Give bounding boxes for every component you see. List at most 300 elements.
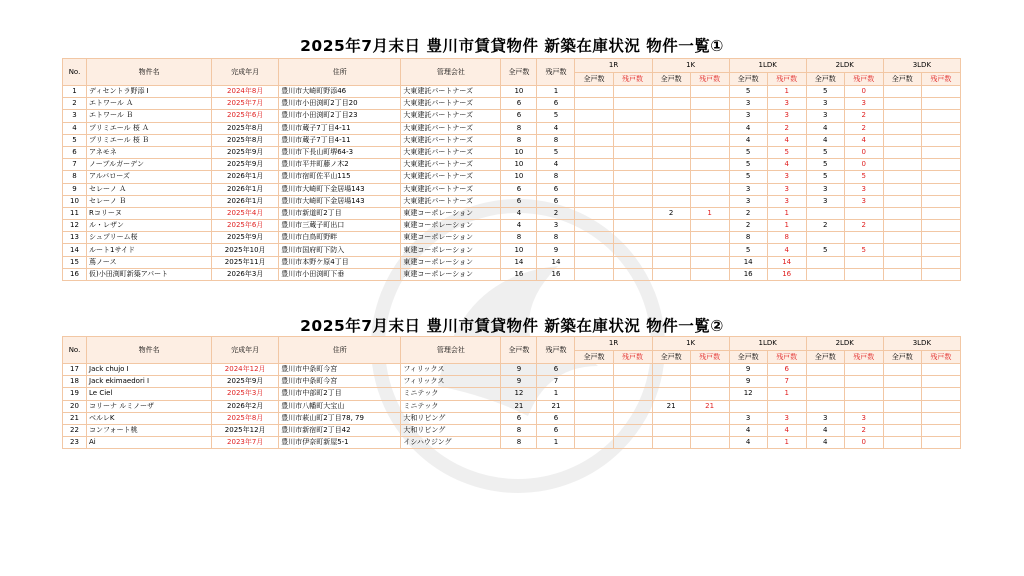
table-row bbox=[63, 171, 961, 183]
cell-ldk1-total: 4 bbox=[729, 134, 767, 146]
cell-total: 16 bbox=[501, 268, 537, 280]
cell-no: 20 bbox=[63, 400, 87, 412]
cell-ldk1-remaining: 3 bbox=[767, 110, 806, 122]
cell-ldk3-remaining bbox=[921, 207, 960, 219]
cell-manager: 大東建託パートナーズ bbox=[401, 134, 501, 146]
cell-no: 10 bbox=[63, 195, 87, 207]
table-body bbox=[63, 364, 961, 449]
cell-ldk2-remaining: 5 bbox=[844, 244, 883, 256]
table-header bbox=[63, 337, 961, 364]
cell-ldk1-remaining: 1 bbox=[767, 220, 806, 232]
cell-remaining: 1 bbox=[537, 437, 575, 449]
cell-r1-total bbox=[575, 424, 613, 436]
header-layout: 1R bbox=[575, 59, 652, 73]
cell-completed: 2026年1月 bbox=[212, 171, 279, 183]
header-sub-total: 全戸数 bbox=[652, 351, 690, 364]
cell-remaining: 5 bbox=[537, 110, 575, 122]
cell-ldk3-remaining bbox=[921, 376, 960, 388]
header-sub-remaining: 残戸数 bbox=[690, 351, 729, 364]
cell-k1-remaining bbox=[690, 376, 729, 388]
cell-ldk1-remaining: 3 bbox=[767, 412, 806, 424]
header-sub-total: 全戸数 bbox=[806, 73, 844, 86]
cell-r1-remaining bbox=[613, 98, 652, 110]
cell-total: 10 bbox=[501, 244, 537, 256]
table-row bbox=[63, 110, 961, 122]
cell-ldk1-total: 2 bbox=[729, 207, 767, 219]
cell-r1-total bbox=[575, 244, 613, 256]
table-row bbox=[63, 207, 961, 219]
cell-ldk3-remaining bbox=[921, 388, 960, 400]
cell-ldk1-total: 8 bbox=[729, 232, 767, 244]
header-layout: 1K bbox=[652, 59, 729, 73]
header-manager: 管理会社 bbox=[401, 59, 501, 86]
cell-ldk2-total: 4 bbox=[806, 437, 844, 449]
cell-k1-remaining bbox=[690, 256, 729, 268]
cell-k1-total bbox=[652, 388, 690, 400]
cell-ldk1-remaining: 14 bbox=[767, 256, 806, 268]
cell-name: ルート1サイド bbox=[87, 244, 212, 256]
cell-total: 8 bbox=[501, 232, 537, 244]
cell-completed: 2025年7月 bbox=[212, 98, 279, 110]
cell-r1-total bbox=[575, 122, 613, 134]
cell-total: 6 bbox=[501, 110, 537, 122]
header-row bbox=[63, 59, 961, 73]
cell-ldk2-remaining: 0 bbox=[844, 146, 883, 158]
table-row bbox=[63, 268, 961, 280]
cell-k1-total bbox=[652, 424, 690, 436]
header-name: 物件名 bbox=[87, 59, 212, 86]
cell-ldk1-total: 2 bbox=[729, 220, 767, 232]
table-row bbox=[63, 146, 961, 158]
cell-total: 10 bbox=[501, 159, 537, 171]
cell-k1-total bbox=[652, 376, 690, 388]
cell-ldk3-total bbox=[883, 437, 921, 449]
cell-remaining: 8 bbox=[537, 232, 575, 244]
cell-completed: 2025年9月 bbox=[212, 159, 279, 171]
header-total: 全戸数 bbox=[501, 59, 537, 86]
cell-remaining: 21 bbox=[537, 400, 575, 412]
cell-no: 1 bbox=[63, 86, 87, 98]
cell-k1-remaining bbox=[690, 134, 729, 146]
cell-remaining: 3 bbox=[537, 220, 575, 232]
cell-ldk3-total bbox=[883, 159, 921, 171]
table-row bbox=[63, 98, 961, 110]
cell-r1-remaining bbox=[613, 232, 652, 244]
cell-ldk2-remaining bbox=[844, 388, 883, 400]
cell-ldk2-total: 5 bbox=[806, 146, 844, 158]
cell-ldk3-remaining bbox=[921, 195, 960, 207]
table-row bbox=[63, 134, 961, 146]
cell-ldk1-remaining: 3 bbox=[767, 195, 806, 207]
cell-total: 8 bbox=[501, 134, 537, 146]
cell-ldk3-remaining bbox=[921, 268, 960, 280]
cell-r1-total bbox=[575, 412, 613, 424]
cell-name: Ai bbox=[87, 437, 212, 449]
cell-manager: 大東建託パートナーズ bbox=[401, 195, 501, 207]
table-row bbox=[63, 220, 961, 232]
cell-k1-remaining bbox=[690, 146, 729, 158]
cell-ldk1-remaining: 1 bbox=[767, 437, 806, 449]
header-layout: 1LDK bbox=[729, 337, 806, 351]
cell-ldk3-total bbox=[883, 134, 921, 146]
cell-name: ル・レザン bbox=[87, 220, 212, 232]
cell-r1-total bbox=[575, 110, 613, 122]
cell-ldk2-remaining: 3 bbox=[844, 98, 883, 110]
cell-k1-total bbox=[652, 134, 690, 146]
cell-remaining: 9 bbox=[537, 244, 575, 256]
cell-r1-total bbox=[575, 98, 613, 110]
cell-ldk1-remaining: 3 bbox=[767, 98, 806, 110]
cell-ldk2-total bbox=[806, 388, 844, 400]
cell-completed: 2025年10月 bbox=[212, 244, 279, 256]
cell-no: 23 bbox=[63, 437, 87, 449]
cell-total: 10 bbox=[501, 171, 537, 183]
cell-ldk1-total: 5 bbox=[729, 171, 767, 183]
table-row bbox=[63, 388, 961, 400]
cell-k1-total: 2 bbox=[652, 207, 690, 219]
cell-total: 4 bbox=[501, 220, 537, 232]
header-sub-remaining: 残戸数 bbox=[613, 73, 652, 86]
cell-no: 15 bbox=[63, 256, 87, 268]
cell-no: 3 bbox=[63, 110, 87, 122]
cell-ldk2-total: 5 bbox=[806, 86, 844, 98]
cell-r1-remaining bbox=[613, 159, 652, 171]
cell-ldk3-remaining bbox=[921, 400, 960, 412]
cell-manager: 東建コーポレーション bbox=[401, 207, 501, 219]
header-total: 全戸数 bbox=[501, 337, 537, 364]
cell-r1-remaining bbox=[613, 171, 652, 183]
cell-address: 豊川市中条町今宮 bbox=[279, 376, 401, 388]
cell-ldk2-remaining: 0 bbox=[844, 86, 883, 98]
cell-r1-remaining bbox=[613, 183, 652, 195]
cell-ldk2-total bbox=[806, 256, 844, 268]
page-title-list-2: 2025年7月末日 豊川市賃貸物件 新築在庫状況 物件一覧② bbox=[300, 317, 724, 335]
cell-ldk3-remaining bbox=[921, 412, 960, 424]
cell-name: エトワール Ｂ bbox=[87, 110, 212, 122]
table-row bbox=[63, 183, 961, 195]
cell-ldk2-total: 3 bbox=[806, 412, 844, 424]
cell-address: 豊川市萩山町2丁目78, 79 bbox=[279, 412, 401, 424]
cell-r1-total bbox=[575, 376, 613, 388]
cell-ldk3-remaining bbox=[921, 146, 960, 158]
cell-ldk3-total bbox=[883, 412, 921, 424]
cell-remaining: 6 bbox=[537, 412, 575, 424]
cell-address: 豊川市平井町藤ノ木2 bbox=[279, 159, 401, 171]
table-row bbox=[63, 364, 961, 376]
header-sub-total: 全戸数 bbox=[729, 73, 767, 86]
cell-k1-remaining bbox=[690, 424, 729, 436]
cell-ldk1-total: 3 bbox=[729, 195, 767, 207]
cell-address: 豊川市小田渕町2丁目23 bbox=[279, 110, 401, 122]
cell-r1-remaining bbox=[613, 195, 652, 207]
cell-total: 8 bbox=[501, 437, 537, 449]
cell-remaining: 6 bbox=[537, 364, 575, 376]
cell-no: 5 bbox=[63, 134, 87, 146]
cell-ldk2-total bbox=[806, 400, 844, 412]
header-row bbox=[63, 337, 961, 351]
cell-no: 12 bbox=[63, 220, 87, 232]
cell-ldk3-total bbox=[883, 232, 921, 244]
cell-k1-total bbox=[652, 86, 690, 98]
cell-ldk2-remaining bbox=[844, 376, 883, 388]
cell-remaining: 1 bbox=[537, 86, 575, 98]
cell-ldk1-remaining bbox=[767, 400, 806, 412]
cell-k1-total bbox=[652, 268, 690, 280]
cell-completed: 2026年1月 bbox=[212, 195, 279, 207]
cell-r1-total bbox=[575, 256, 613, 268]
cell-completed: 2026年2月 bbox=[212, 400, 279, 412]
cell-remaining: 8 bbox=[537, 171, 575, 183]
cell-ldk3-remaining bbox=[921, 122, 960, 134]
cell-name: Jack chujo Ⅰ bbox=[87, 364, 212, 376]
cell-ldk3-remaining bbox=[921, 437, 960, 449]
cell-ldk3-remaining bbox=[921, 159, 960, 171]
table-row bbox=[63, 424, 961, 436]
header-sub-remaining: 残戸数 bbox=[690, 73, 729, 86]
cell-name: Rコリーヌ bbox=[87, 207, 212, 219]
cell-ldk2-total bbox=[806, 268, 844, 280]
cell-ldk2-remaining: 4 bbox=[844, 134, 883, 146]
header-sub-remaining: 残戸数 bbox=[844, 73, 883, 86]
header-layout: 2LDK bbox=[806, 337, 883, 351]
cell-r1-total bbox=[575, 232, 613, 244]
cell-address: 豊川市大崎町下金居場143 bbox=[279, 195, 401, 207]
cell-ldk1-remaining: 16 bbox=[767, 268, 806, 280]
cell-completed: 2025年9月 bbox=[212, 232, 279, 244]
cell-r1-total bbox=[575, 437, 613, 449]
cell-name: アネモネ bbox=[87, 146, 212, 158]
table-row bbox=[63, 244, 961, 256]
cell-ldk2-total: 5 bbox=[806, 244, 844, 256]
cell-k1-total bbox=[652, 171, 690, 183]
cell-ldk1-remaining: 4 bbox=[767, 134, 806, 146]
table-body bbox=[63, 86, 961, 281]
cell-k1-remaining bbox=[690, 412, 729, 424]
cell-ldk3-total bbox=[883, 207, 921, 219]
header-name: 物件名 bbox=[87, 337, 212, 364]
cell-ldk3-total bbox=[883, 146, 921, 158]
cell-k1-remaining bbox=[690, 110, 729, 122]
cell-name: エトワール Ａ bbox=[87, 98, 212, 110]
cell-total: 14 bbox=[501, 256, 537, 268]
cell-ldk2-remaining: 3 bbox=[844, 412, 883, 424]
cell-r1-remaining bbox=[613, 388, 652, 400]
cell-ldk3-total bbox=[883, 268, 921, 280]
header-no: No. bbox=[63, 59, 87, 86]
cell-no: 7 bbox=[63, 159, 87, 171]
cell-address: 豊川市新道町2丁目 bbox=[279, 207, 401, 219]
cell-address: 豊川市国府町下防入 bbox=[279, 244, 401, 256]
cell-completed: 2025年6月 bbox=[212, 110, 279, 122]
table-row bbox=[63, 195, 961, 207]
cell-no: 9 bbox=[63, 183, 87, 195]
cell-address: 豊川市小田渕町2丁目20 bbox=[279, 98, 401, 110]
cell-completed: 2025年8月 bbox=[212, 122, 279, 134]
cell-name: プリミエール 桜 Ａ bbox=[87, 122, 212, 134]
cell-ldk2-total: 2 bbox=[806, 220, 844, 232]
cell-manager: 東建コーポレーション bbox=[401, 268, 501, 280]
cell-name: コンフォート桃 bbox=[87, 424, 212, 436]
cell-manager: ミニテック bbox=[401, 388, 501, 400]
cell-k1-remaining bbox=[690, 232, 729, 244]
cell-ldk1-total: 3 bbox=[729, 183, 767, 195]
cell-k1-remaining bbox=[690, 195, 729, 207]
cell-manager: 大東建託パートナーズ bbox=[401, 122, 501, 134]
cell-ldk3-remaining bbox=[921, 232, 960, 244]
cell-r1-remaining bbox=[613, 268, 652, 280]
property-table-2 bbox=[62, 336, 961, 449]
cell-ldk2-remaining bbox=[844, 268, 883, 280]
cell-address: 豊川市下長山町堺64-3 bbox=[279, 146, 401, 158]
cell-ldk1-remaining: 8 bbox=[767, 232, 806, 244]
cell-ldk1-remaining: 4 bbox=[767, 244, 806, 256]
cell-r1-total bbox=[575, 388, 613, 400]
cell-ldk3-total bbox=[883, 183, 921, 195]
cell-ldk3-remaining bbox=[921, 134, 960, 146]
cell-ldk1-remaining: 1 bbox=[767, 86, 806, 98]
cell-ldk1-total: 3 bbox=[729, 110, 767, 122]
table-row bbox=[63, 400, 961, 412]
cell-k1-total bbox=[652, 437, 690, 449]
header-no: No. bbox=[63, 337, 87, 364]
cell-ldk3-remaining bbox=[921, 220, 960, 232]
cell-ldk1-remaining: 3 bbox=[767, 171, 806, 183]
cell-ldk2-total: 3 bbox=[806, 195, 844, 207]
cell-address: 豊川市蔵子7丁目4-11 bbox=[279, 122, 401, 134]
cell-remaining: 4 bbox=[537, 122, 575, 134]
cell-ldk3-total bbox=[883, 98, 921, 110]
cell-manager: 大和リビング bbox=[401, 424, 501, 436]
cell-ldk2-remaining: 0 bbox=[844, 437, 883, 449]
cell-ldk2-remaining: 2 bbox=[844, 110, 883, 122]
cell-completed: 2026年3月 bbox=[212, 268, 279, 280]
cell-remaining: 4 bbox=[537, 159, 575, 171]
cell-name: Le Ciel bbox=[87, 388, 212, 400]
cell-ldk2-remaining: 0 bbox=[844, 159, 883, 171]
header-address: 住所 bbox=[279, 59, 401, 86]
cell-total: 9 bbox=[501, 364, 537, 376]
header-manager: 管理会社 bbox=[401, 337, 501, 364]
cell-address: 豊川市本野ケ原4丁目 bbox=[279, 256, 401, 268]
cell-remaining: 2 bbox=[537, 207, 575, 219]
cell-no: 14 bbox=[63, 244, 87, 256]
cell-ldk1-total: 5 bbox=[729, 86, 767, 98]
header-sub-total: 全戸数 bbox=[883, 351, 921, 364]
cell-completed: 2023年7月 bbox=[212, 437, 279, 449]
cell-total: 6 bbox=[501, 195, 537, 207]
cell-ldk1-total: 5 bbox=[729, 159, 767, 171]
cell-ldk2-total bbox=[806, 376, 844, 388]
table-row bbox=[63, 256, 961, 268]
header-sub-total: 全戸数 bbox=[883, 73, 921, 86]
cell-completed: 2025年11月 bbox=[212, 256, 279, 268]
cell-no: 13 bbox=[63, 232, 87, 244]
header-sub-remaining: 残戸数 bbox=[844, 351, 883, 364]
header-sub-remaining: 残戸数 bbox=[921, 351, 960, 364]
cell-ldk3-remaining bbox=[921, 256, 960, 268]
cell-total: 8 bbox=[501, 122, 537, 134]
cell-r1-remaining bbox=[613, 437, 652, 449]
cell-k1-total bbox=[652, 159, 690, 171]
cell-completed: 2025年8月 bbox=[212, 134, 279, 146]
cell-ldk3-total bbox=[883, 388, 921, 400]
cell-ldk3-total bbox=[883, 220, 921, 232]
cell-ldk1-total: 4 bbox=[729, 424, 767, 436]
header-layout: 1R bbox=[575, 337, 652, 351]
header-sub-remaining: 残戸数 bbox=[767, 351, 806, 364]
cell-address: 豊川市中部町2丁目 bbox=[279, 388, 401, 400]
cell-ldk1-total: 4 bbox=[729, 437, 767, 449]
cell-ldk3-total bbox=[883, 110, 921, 122]
cell-k1-total: 21 bbox=[652, 400, 690, 412]
cell-ldk3-remaining bbox=[921, 364, 960, 376]
cell-total: 6 bbox=[501, 412, 537, 424]
cell-r1-total bbox=[575, 159, 613, 171]
cell-ldk1-remaining: 7 bbox=[767, 376, 806, 388]
cell-k1-remaining bbox=[690, 244, 729, 256]
cell-ldk2-remaining: 2 bbox=[844, 122, 883, 134]
cell-r1-remaining bbox=[613, 376, 652, 388]
cell-manager: 東建コーポレーション bbox=[401, 256, 501, 268]
cell-total: 10 bbox=[501, 86, 537, 98]
header-sub-total: 全戸数 bbox=[729, 351, 767, 364]
cell-completed: 2025年8月 bbox=[212, 412, 279, 424]
cell-ldk2-remaining bbox=[844, 256, 883, 268]
cell-ldk1-total: 9 bbox=[729, 364, 767, 376]
cell-address: 豊川市三蔵子町出口 bbox=[279, 220, 401, 232]
cell-completed: 2025年3月 bbox=[212, 388, 279, 400]
header-layout: 3LDK bbox=[883, 59, 960, 73]
cell-address: 豊川市白鳥町野畔 bbox=[279, 232, 401, 244]
cell-total: 21 bbox=[501, 400, 537, 412]
cell-ldk3-remaining bbox=[921, 171, 960, 183]
cell-ldk3-remaining bbox=[921, 110, 960, 122]
cell-ldk2-remaining bbox=[844, 364, 883, 376]
cell-r1-total bbox=[575, 268, 613, 280]
cell-k1-remaining bbox=[690, 220, 729, 232]
cell-name: ベルレK bbox=[87, 412, 212, 424]
header-sub-total: 全戸数 bbox=[652, 73, 690, 86]
cell-ldk3-total bbox=[883, 424, 921, 436]
cell-k1-total bbox=[652, 146, 690, 158]
cell-ldk3-remaining bbox=[921, 183, 960, 195]
cell-address: 豊川市中条町今宮 bbox=[279, 364, 401, 376]
cell-k1-total bbox=[652, 195, 690, 207]
cell-ldk3-remaining bbox=[921, 244, 960, 256]
cell-remaining: 16 bbox=[537, 268, 575, 280]
cell-completed: 2025年12月 bbox=[212, 424, 279, 436]
header-layout: 1LDK bbox=[729, 59, 806, 73]
cell-k1-remaining bbox=[690, 437, 729, 449]
cell-address: 豊川市小田渕町下垂 bbox=[279, 268, 401, 280]
cell-r1-total bbox=[575, 220, 613, 232]
cell-ldk2-total: 4 bbox=[806, 134, 844, 146]
page-title-list-1: 2025年7月末日 豊川市賃貸物件 新築在庫状況 物件一覧① bbox=[300, 37, 724, 55]
cell-r1-total bbox=[575, 364, 613, 376]
cell-r1-remaining bbox=[613, 256, 652, 268]
cell-manager: フィリックス bbox=[401, 376, 501, 388]
cell-ldk2-remaining bbox=[844, 400, 883, 412]
header-sub-remaining: 残戸数 bbox=[921, 73, 960, 86]
cell-ldk1-total: 16 bbox=[729, 268, 767, 280]
cell-address: 豊川市伊奈町新屋5-1 bbox=[279, 437, 401, 449]
cell-ldk2-total: 3 bbox=[806, 98, 844, 110]
cell-r1-remaining bbox=[613, 110, 652, 122]
cell-address: 豊川市八幡町大宝山 bbox=[279, 400, 401, 412]
cell-k1-total bbox=[652, 122, 690, 134]
cell-name: コリーナ ルミノーザ bbox=[87, 400, 212, 412]
cell-r1-total bbox=[575, 400, 613, 412]
